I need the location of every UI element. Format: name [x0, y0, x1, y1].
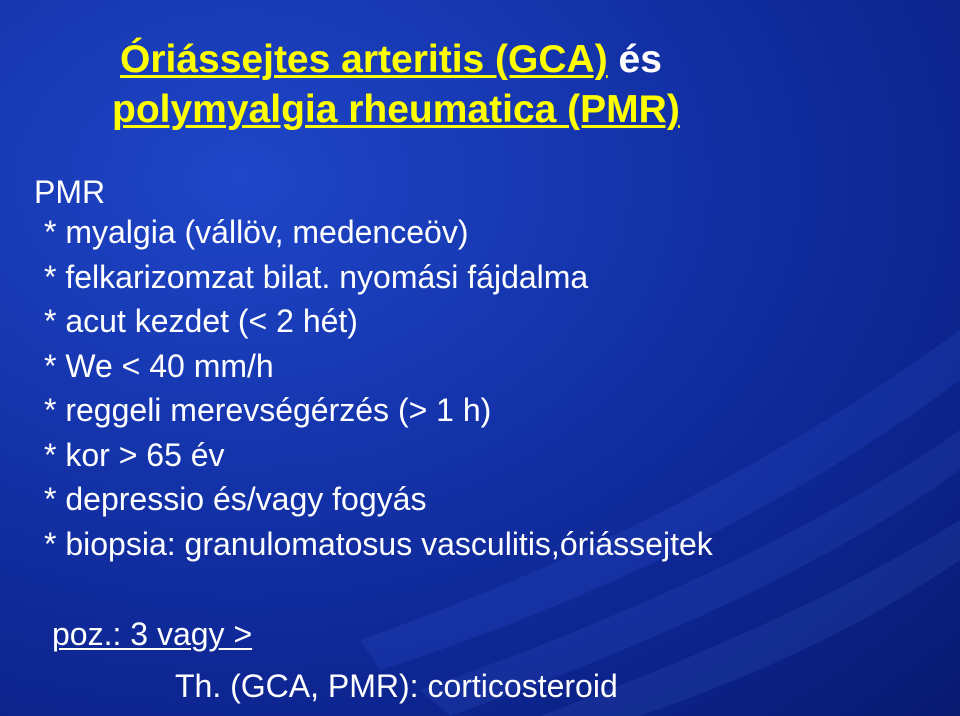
- title-gca-text: Óriássejtes arteritis (GCA): [120, 38, 608, 81]
- list-item: * myalgia (vállöv, medenceöv): [44, 214, 469, 250]
- title-and-text: és: [607, 38, 662, 81]
- section-heading: PMR: [34, 174, 106, 210]
- list-item: * reggeli merevségérzés (> 1 h): [44, 392, 492, 428]
- title-line-2: [112, 86, 680, 134]
- criteria-note: poz.: 3 vagy >: [52, 616, 253, 652]
- list-item: * felkarizomzat bilat. nyomási fájdalma: [44, 258, 589, 295]
- therapy-note: Th. (GCA, PMR): corticosteroid: [175, 668, 618, 704]
- list-item: * kor > 65 év: [44, 436, 225, 473]
- list-item: * depressio és/vagy fogyás: [44, 481, 427, 517]
- title-line-1: [120, 36, 662, 84]
- list-item: * We < 40 mm/h: [44, 347, 274, 384]
- list-item: * acut kezdet (< 2 hét): [44, 303, 358, 339]
- criteria-list: [44, 210, 713, 566]
- list-item: * biopsia: granulomatosus vasculitis,óriássejtek: [44, 525, 713, 562]
- title-pmr-text: polymyalgia rheumatica (PMR): [112, 88, 680, 131]
